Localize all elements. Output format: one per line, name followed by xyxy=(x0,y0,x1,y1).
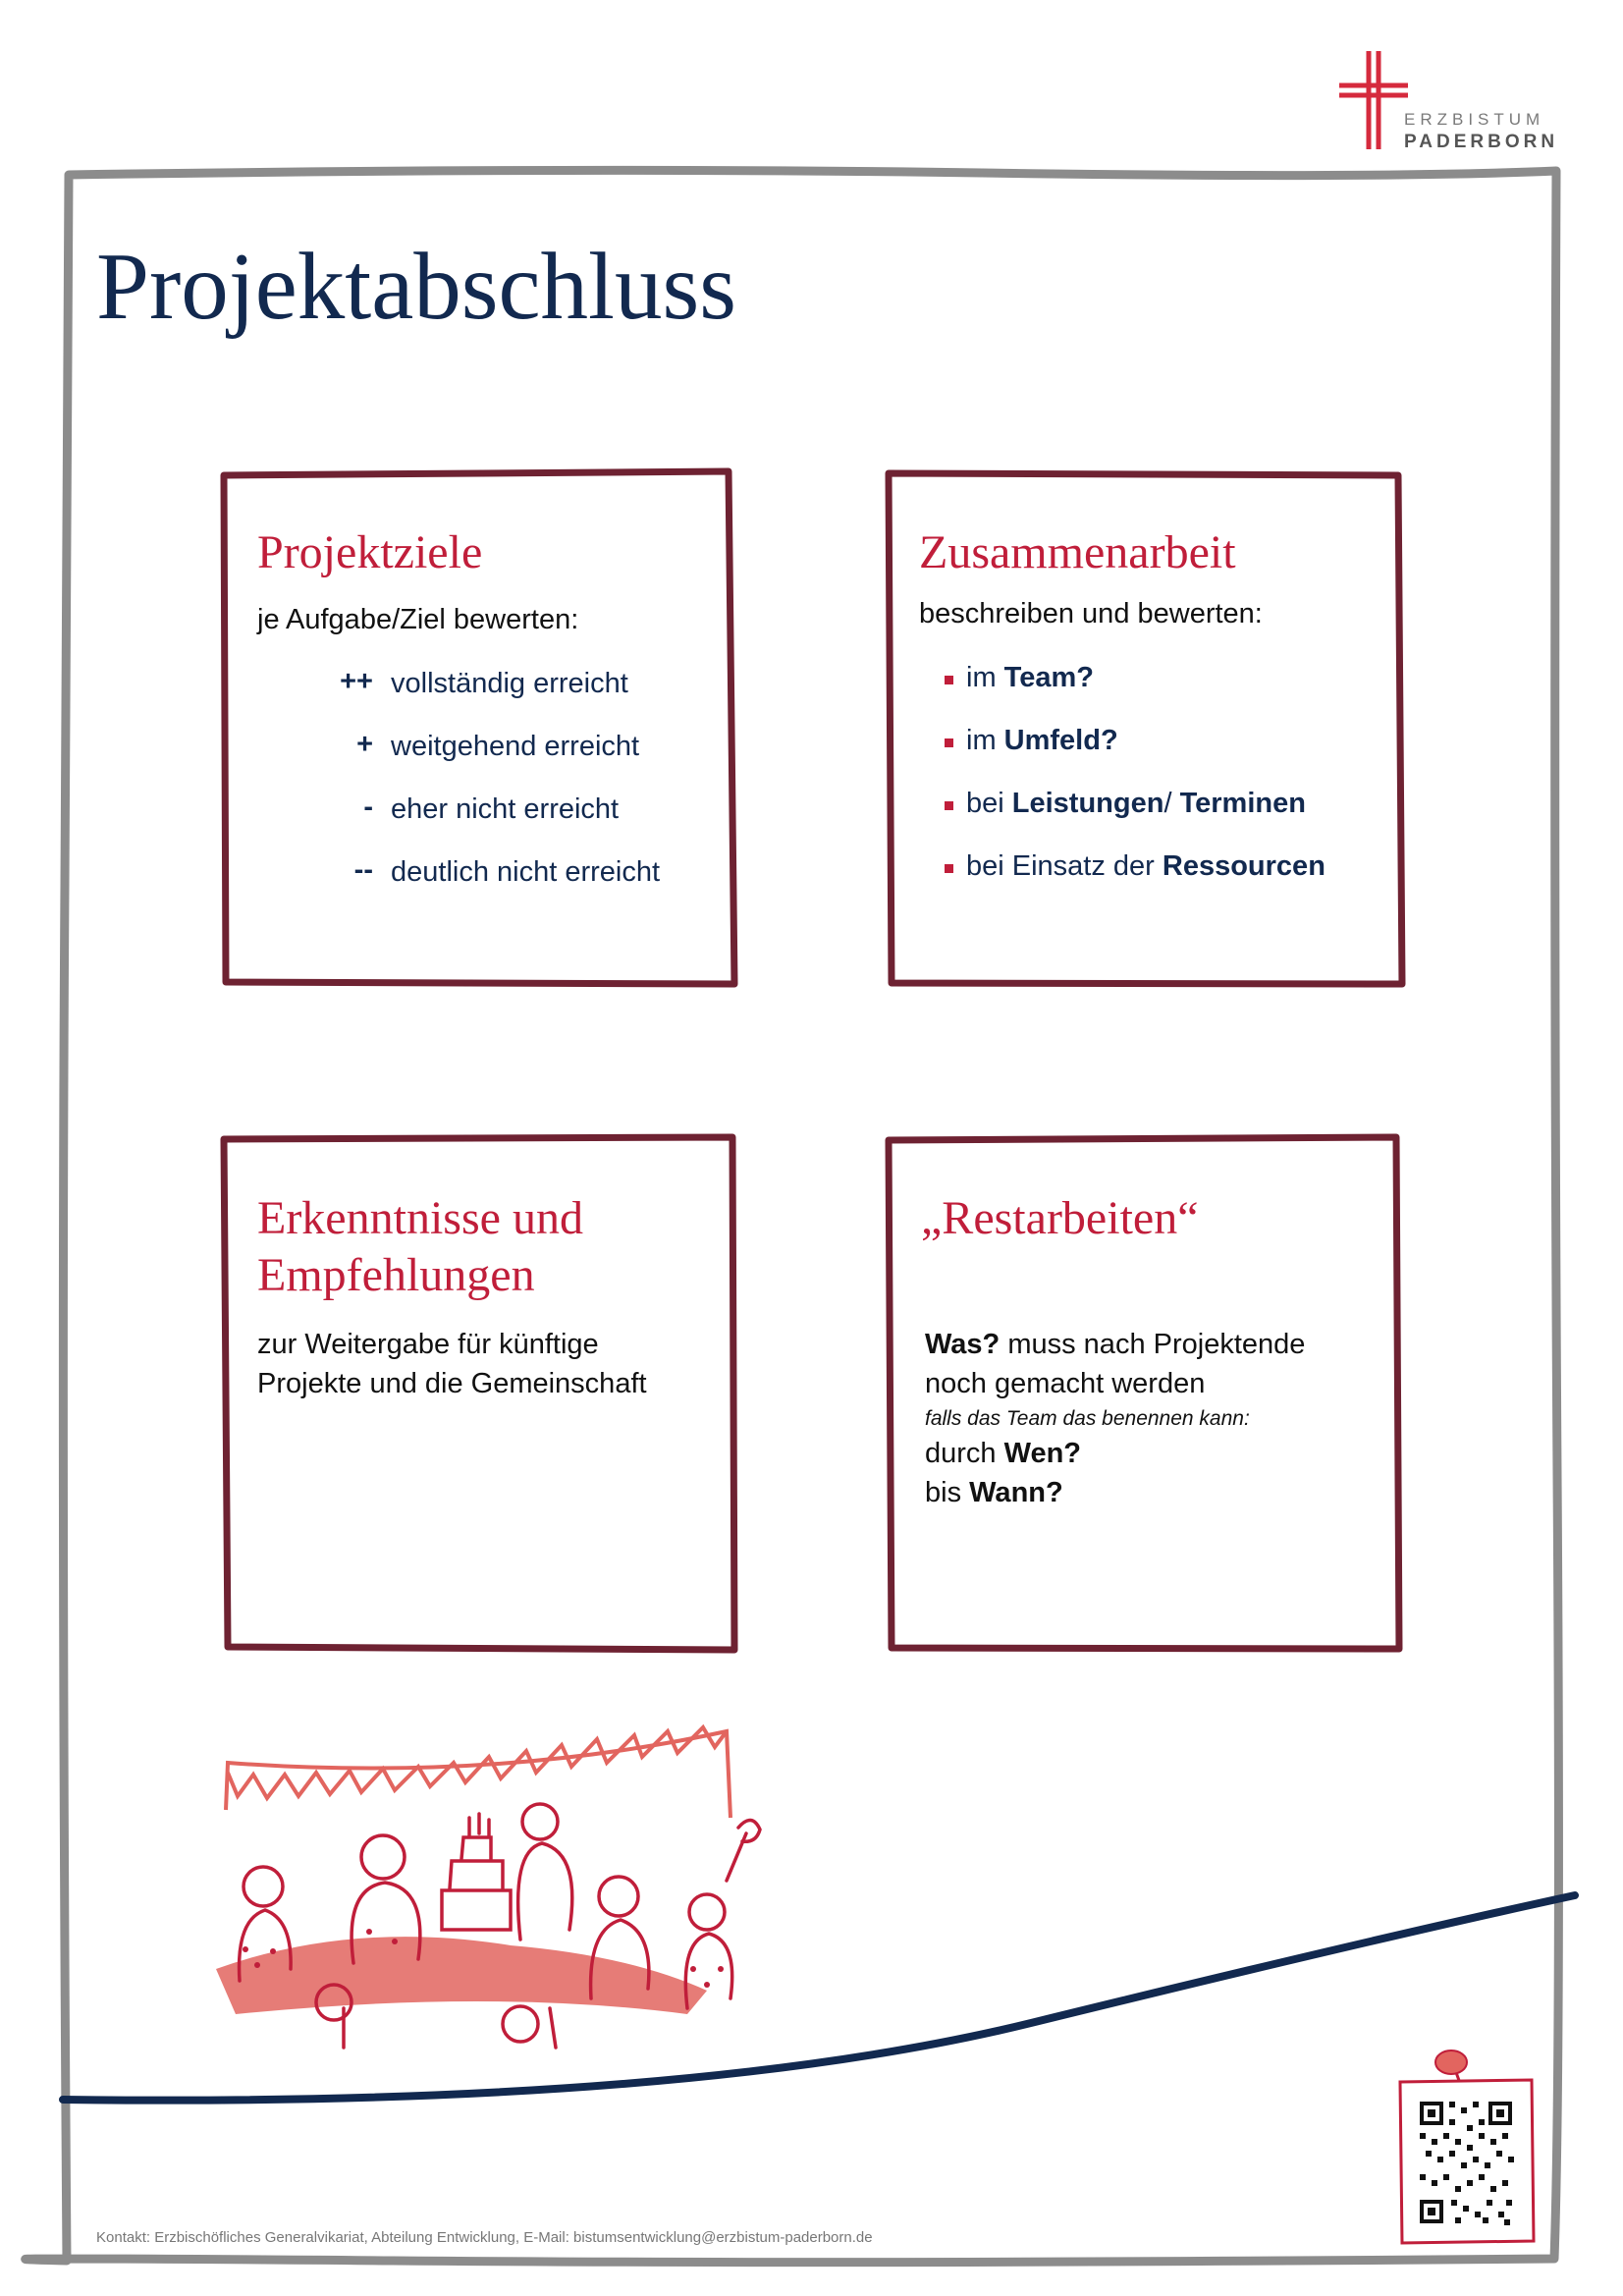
rating-label: eher nicht erreicht xyxy=(391,793,620,825)
bullet-icon xyxy=(945,864,953,873)
bullet-icon xyxy=(945,738,953,747)
rating-symbol: ++ xyxy=(340,666,373,697)
rating-label: vollständig erreicht xyxy=(391,668,628,699)
rating-label: weitgehend erreicht xyxy=(391,731,640,762)
party-illustration xyxy=(196,1723,825,2057)
card-restarbeiten-title: „Restarbeiten“ xyxy=(921,1192,1199,1244)
rating-label: deutlich nicht erreicht xyxy=(391,856,661,888)
rating-symbol: + xyxy=(356,729,373,760)
card-erkenntnisse-title: Erkenntnisse und Empfehlungen xyxy=(257,1192,583,1301)
list-item: im Umfeld? xyxy=(966,725,1118,756)
logo-line1: ERZBISTUM xyxy=(1404,110,1545,129)
list-item: im Team? xyxy=(966,662,1094,693)
card-erkenntnisse-text: zur Weitergabe für künftige Projekte und die Gemeinschaft xyxy=(257,1329,647,1399)
logo-line2: PADERBORN xyxy=(1404,132,1559,152)
card-zusammenarbeit-title: Zusammenarbeit xyxy=(919,526,1236,578)
card-ziele-title: Projektziele xyxy=(257,526,483,578)
bullet-icon xyxy=(945,801,953,810)
rating-symbol: -- xyxy=(353,854,373,886)
list-item: bei Leistungen/ Terminen xyxy=(966,788,1306,819)
list-item: bei Einsatz der Ressourcen xyxy=(966,850,1325,882)
rating-symbol: - xyxy=(363,792,373,823)
pin-icon xyxy=(1435,2050,1467,2074)
card-restarbeiten-text: Was? muss nach Projektende noch gemacht werden falls das Team das benennen kann: durch Wen? bis Wann? xyxy=(925,1329,1306,1508)
qr-code-icon xyxy=(1394,2043,1542,2249)
page-title: Projektabschluss xyxy=(96,234,737,339)
card-ziele-intro: je Aufgabe/Ziel bewerten: xyxy=(257,604,579,635)
footer-contact: Kontakt: Erzbischöfliches Generalvikariat, Abteilung Entwicklung, E-Mail: bistumsentwicklung@erzbistum-paderborn.de xyxy=(96,2229,873,2246)
bullet-icon xyxy=(945,676,953,684)
card-zusammenarbeit-intro: beschreiben und bewerten: xyxy=(919,598,1263,629)
